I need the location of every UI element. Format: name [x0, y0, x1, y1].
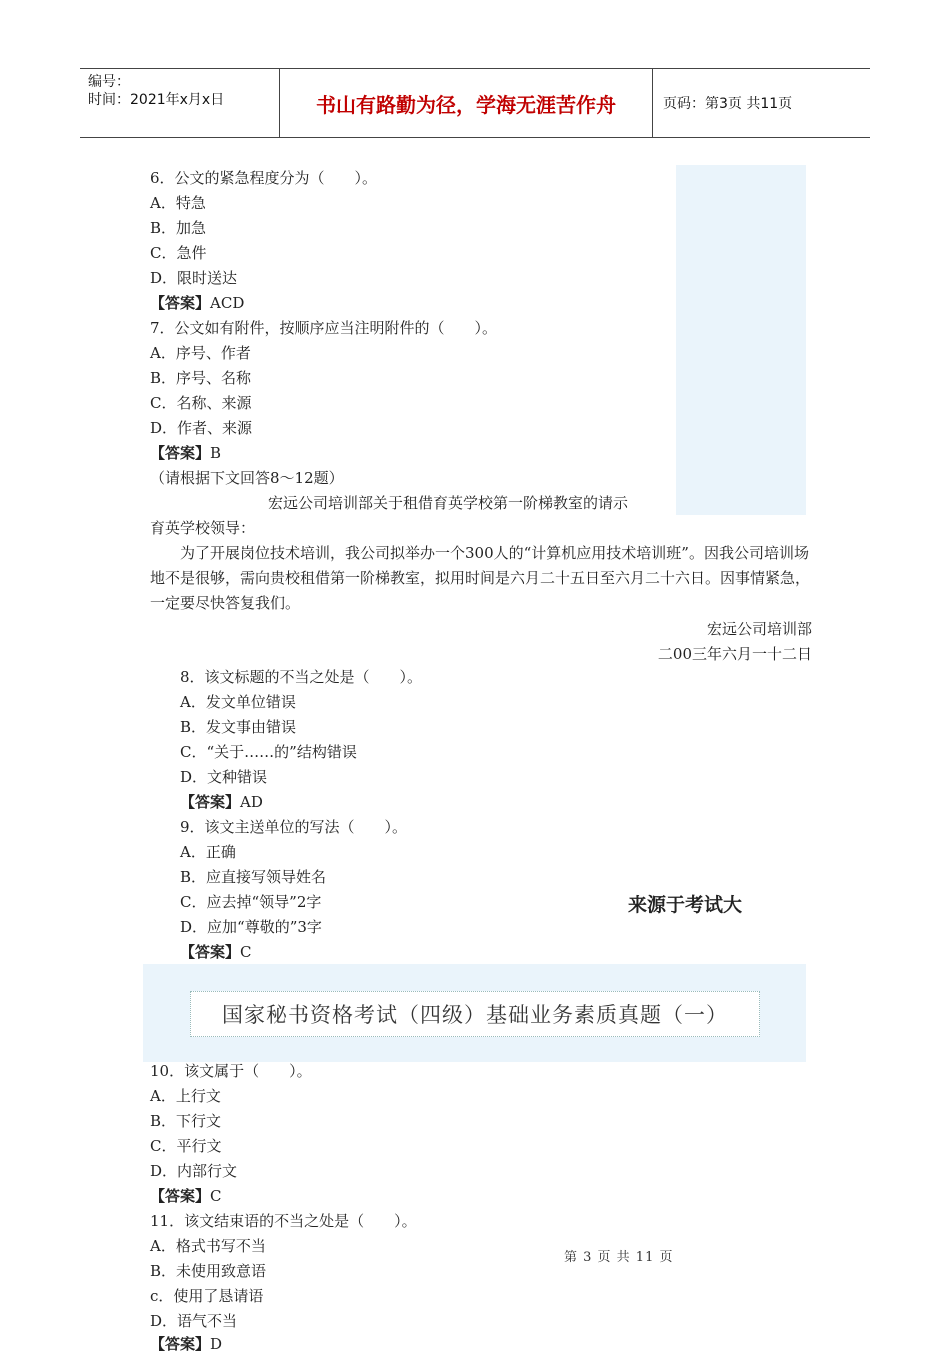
q11-option-b: B．未使用致意语: [150, 1262, 267, 1280]
doc-body: 为了开展岗位技术培训，我公司拟举办一个300人的“计算机应用技术培训班”。因我公司培训场地不是很够，需向贵校租借第一阶梯教室，拟用时间是六月二十五日至六月二十六日。因事情紧急，一定要尽快答复我们。: [150, 544, 811, 612]
q10-question: 10．该文属于（ ）。: [150, 1062, 312, 1080]
instruction: （请根据下文回答8～12题）: [150, 469, 344, 487]
side-panel: [676, 165, 806, 515]
header-motto: 书山有路勤为径，学海无涯苦作舟: [280, 69, 653, 137]
q10-option-c: C．平行文: [150, 1137, 222, 1155]
q8-option-a: A．发文单位错误: [180, 693, 296, 711]
doc-title: 宏远公司培训部关于租借育英学校第一阶梯教室的请示: [268, 494, 629, 512]
q8-question: 8．该文标题的不当之处是（ ）。: [180, 668, 423, 686]
header-meta: [80, 69, 280, 137]
q11-option-d: D．语气不当: [150, 1312, 238, 1330]
q7-option-c: C．名称、来源: [150, 394, 252, 412]
q11-option-a: A．格式书写不当: [150, 1237, 266, 1255]
q11-answer: 【答案】D: [150, 1335, 223, 1353]
q6-option-c: C．急件: [150, 244, 207, 262]
q7-answer: 【答案】B: [150, 444, 222, 462]
q9-option-d: D．应加“尊敬的”3字: [180, 918, 322, 936]
q7-option-a: A．序号、作者: [150, 344, 251, 362]
header-number: 编号：: [88, 74, 130, 90]
q9-option-b: B．应直接写领导姓名: [180, 868, 327, 886]
q10-option-b: B．下行文: [150, 1112, 222, 1130]
q9-question: 9．该文主送单位的写法（ ）。: [180, 818, 408, 836]
header-time: 时间：2021年x月x日: [88, 92, 225, 108]
q8-option-c: C．“关于……的”结构错误: [180, 743, 357, 761]
q10-option-a: A．上行文: [150, 1087, 221, 1105]
q10-option-d: D．内部行文: [150, 1162, 238, 1180]
page-header: [80, 68, 870, 138]
q6-option-d: D．限时送达: [150, 269, 238, 287]
q6-option-a: A．特急: [150, 194, 206, 212]
q11-question: 11．该文结束语的不当之处是（ ）。: [150, 1212, 417, 1230]
q11-option-c: c．使用了恳请语: [150, 1287, 264, 1305]
doc-signature: 宏远公司培训部: [706, 620, 812, 638]
q6-answer: 【答案】ACD: [150, 294, 245, 312]
q10-answer: 【答案】C: [150, 1187, 222, 1205]
q9-option-a: A．正确: [180, 843, 236, 861]
q9-answer: 【答案】C: [180, 943, 252, 961]
doc-date: 二00三年六月一十二日: [657, 645, 812, 663]
page-footer: 第 3 页 共 11 页: [564, 1250, 674, 1265]
q8-option-b: B．发文事由错误: [180, 718, 297, 736]
q6-option-b: B．加急: [150, 219, 207, 237]
q7-option-b: B．序号、名称: [150, 369, 252, 387]
q8-answer: 【答案】AD: [180, 793, 263, 811]
header-page: 页码：第3页 共11页: [663, 96, 793, 112]
q8-option-d: D．文种错误: [180, 768, 268, 786]
doc-salutation: 育英学校领导：: [150, 519, 256, 537]
q7-question: 7．公文如有附件，按顺序应当注明附件的（ ）。: [150, 319, 498, 337]
exam-banner: 国家秘书资格考试（四级）基础业务素质真题（一）: [190, 991, 760, 1037]
q7-option-d: D．作者、来源: [150, 419, 253, 437]
q9-option-c: C．应去掉“领导”2字: [180, 893, 322, 911]
source-watermark: 来源于考试大: [628, 894, 743, 916]
q6-question: 6．公文的紧急程度分为（ ）。: [150, 169, 378, 187]
